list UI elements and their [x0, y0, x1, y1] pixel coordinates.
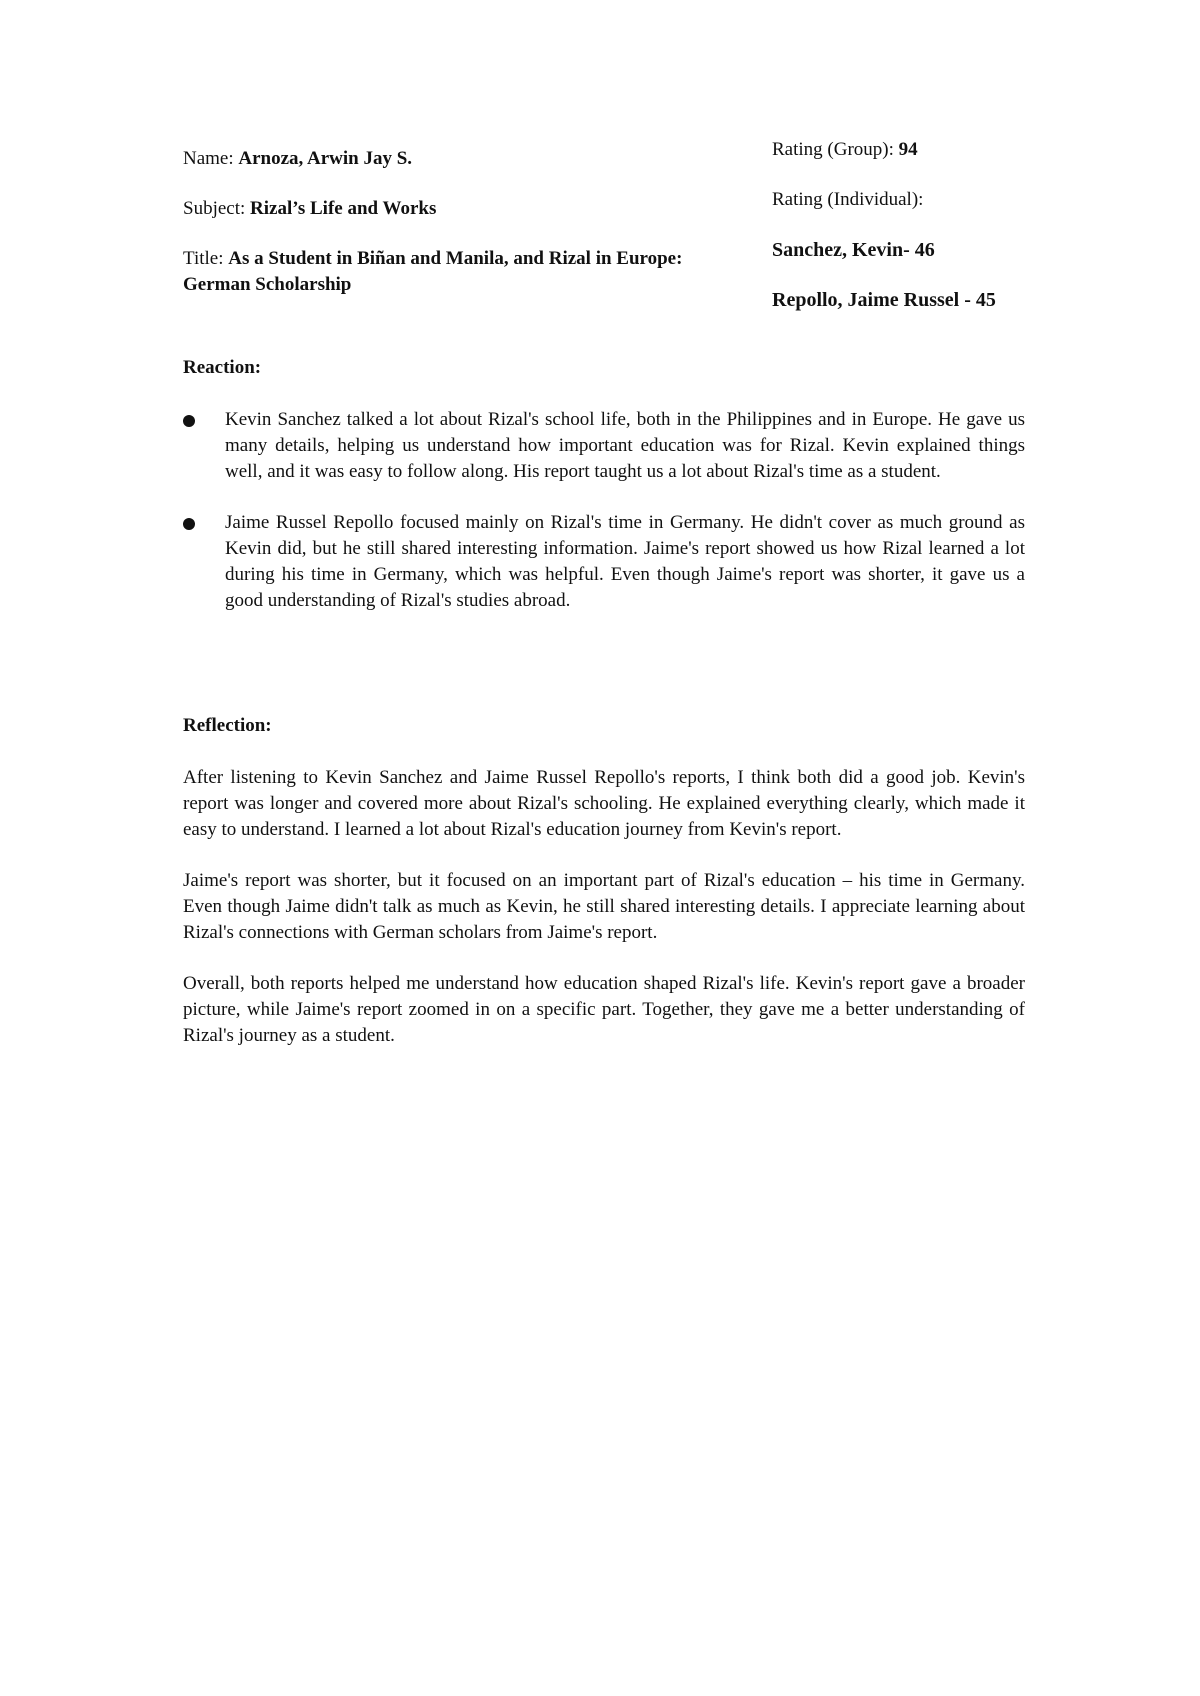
reaction-item-jaime	[183, 510, 1025, 614]
reflection-paragraph: Overall, both reports helped me understand how education shaped Rizal's life. Kevin's report gave a broader picture, while Jaime's report zoomed in on a specific part. Together, they gave me a better understanding of Rizal's journey as a student.	[183, 973, 1025, 1046]
title-label: Title:	[183, 248, 229, 269]
reflection-heading: Reflection:	[183, 715, 272, 736]
ratings-panel	[772, 137, 1062, 337]
subject-value: Rizal’s Life and Works	[250, 198, 437, 219]
rating-group-label: Rating (Group):	[772, 139, 899, 160]
reflection-body	[183, 765, 1025, 1049]
subject-field	[183, 196, 703, 222]
rating-individual-label: Rating (Individual):	[772, 189, 924, 210]
reaction-heading: Reaction:	[183, 357, 262, 378]
name-field	[183, 146, 703, 172]
title-value: As a Student in Biñan and Manila, and Rizal in Europe: German Scholarship	[183, 248, 683, 295]
name-value: Arnoza, Arwin Jay S.	[238, 148, 413, 169]
reaction-item-text: Jaime Russel Repollo focused mainly on Rizal's time in Germany. He didn't cover as much ground as Kevin did, but he still shared interesting information. Jaime's report showed us how Rizal learned a lot during his time in Germany, which was helpful. Even though Jaime's report was shorter, it gave us a good understanding of Rizal's studies abroad.	[225, 512, 1025, 611]
reflection-section	[183, 713, 1025, 1074]
individual-rating-repollo: Repollo, Jaime Russel - 45	[772, 289, 996, 311]
individual-rating-sanchez: Sanchez, Kevin- 46	[772, 239, 935, 261]
name-label: Name:	[183, 148, 239, 169]
reaction-item-text: Kevin Sanchez talked a lot about Rizal's school life, both in the Philippines and in Europe. He gave us many details, helping us understand how important education was for Rizal. Kevin explained things well, and it was easy to follow along. His report taught us a lot about Rizal's time as a student.	[225, 409, 1025, 482]
rating-group-value: 94	[898, 139, 918, 160]
rating-group	[772, 137, 1062, 163]
title-field	[183, 246, 693, 298]
bullet-icon	[183, 415, 195, 427]
subject-label: Subject:	[183, 198, 251, 219]
reaction-section	[183, 355, 1025, 639]
header-info	[183, 146, 703, 322]
reaction-list	[183, 407, 1025, 614]
bullet-icon	[183, 518, 195, 530]
reflection-paragraph: Jaime's report was shorter, but it focused on an important part of Rizal's education – his time in Germany. Even though Jaime didn't talk as much as Kevin, he still shared interesting details. I appreciate learning about Rizal's connections with German scholars from Jaime's report.	[183, 870, 1025, 943]
reflection-paragraph: After listening to Kevin Sanchez and Jaime Russel Repollo's reports, I think both did a good job. Kevin's report was longer and covered more about Rizal's schooling. He explained everything clearly, which made it easy to understand. I learned a lot about Rizal's education journey from Kevin's report.	[183, 767, 1025, 840]
reaction-item-kevin	[183, 407, 1025, 485]
